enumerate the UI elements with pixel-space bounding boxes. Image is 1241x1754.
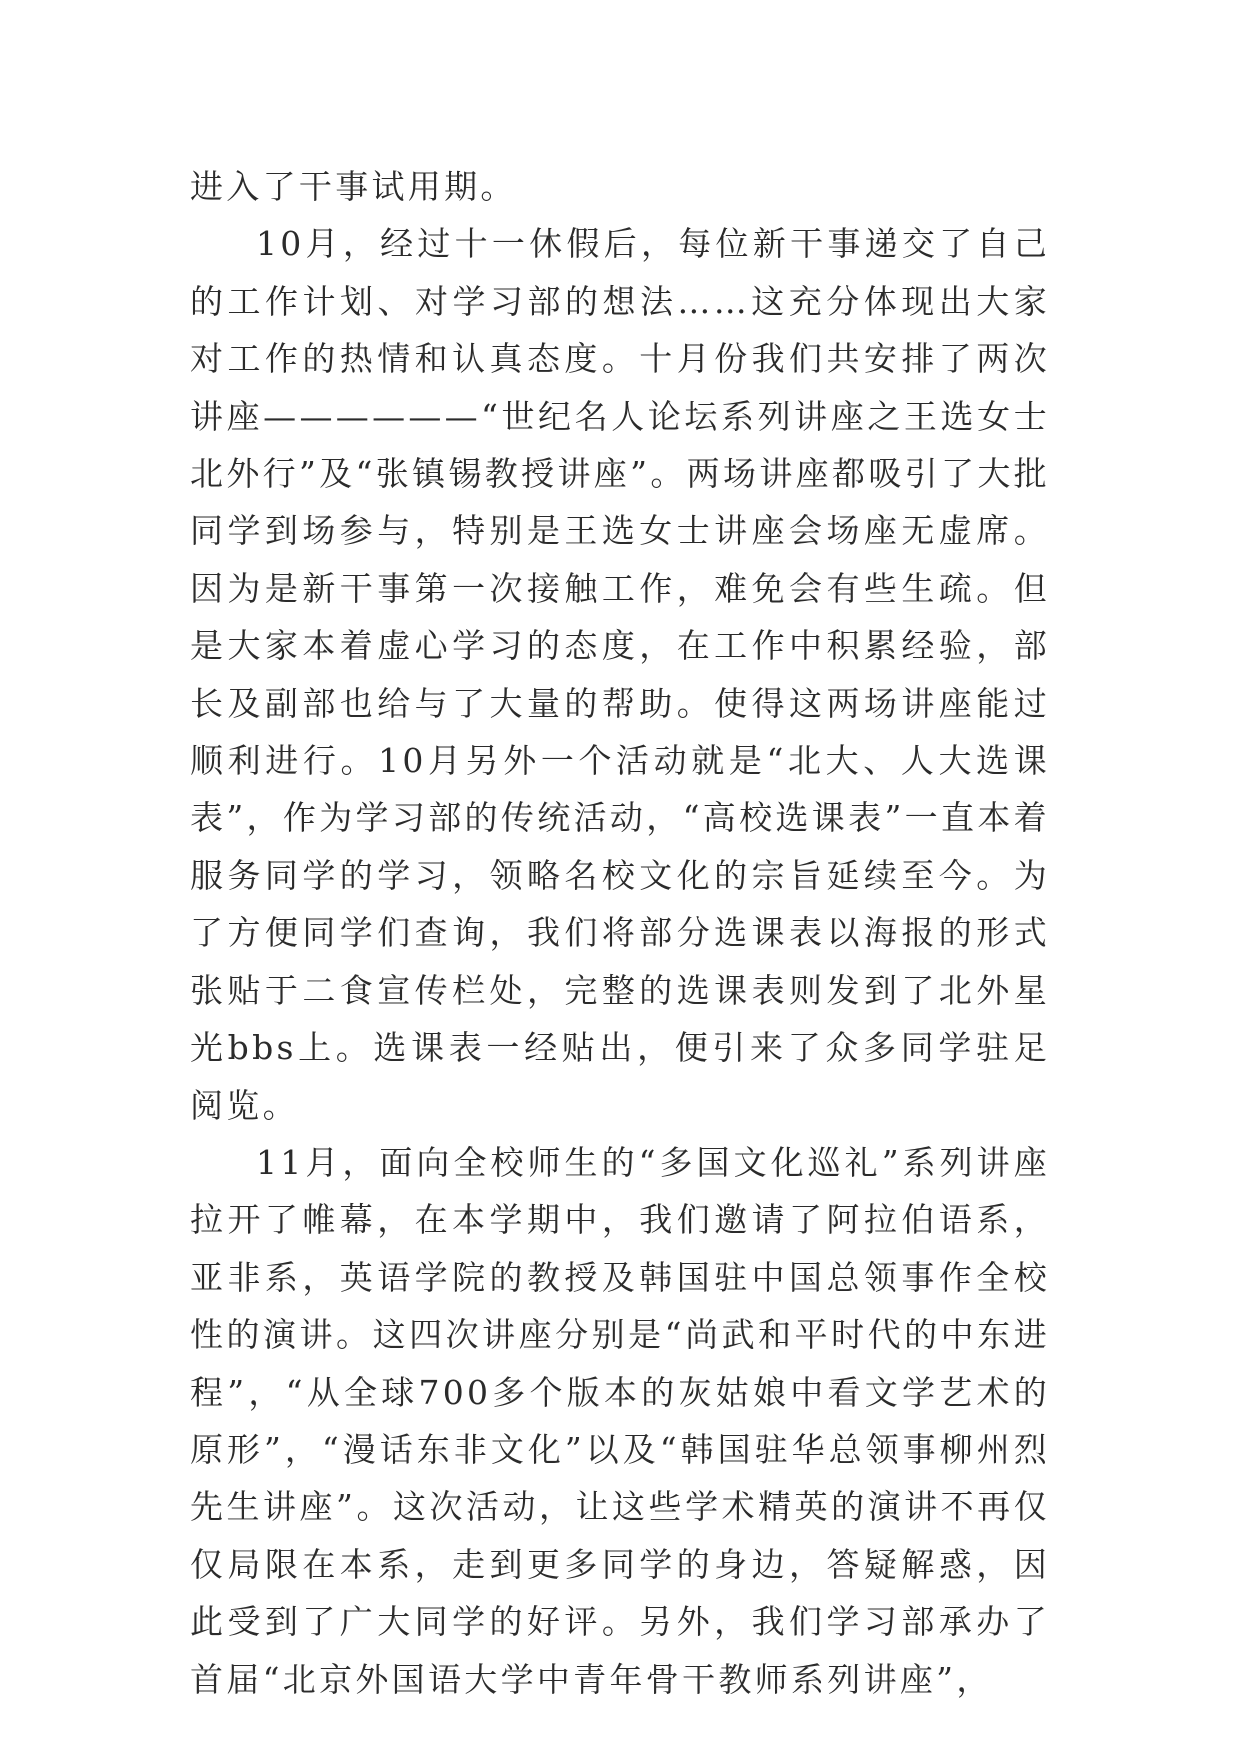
paragraph-2: 10月，经过十一休假后，每位新干事递交了自己的工作计划、对学习部的想法……这充分体现出大家对工作的热情和认真态度。十月份我们共安排了两次讲座——————“世纪名人论坛系列讲座之王选女士北外行”及“张镇锡教授讲座”。两场讲座都吸引了大批同学到场参与，特别是王选女士讲座会场座无虚席。因为是新干事第一次接触工作，难免会有些生疏。但是大家本着虚心学习的态度，在工作中积累经验，部长及副部也给与了大量的帮助。使得这两场讲座能过顺利进行。10月另外一个活动就是“北大、人大选课表”，作为学习部的传统活动，“高校选课表”一直本着服务同学的学习，领略名校文化的宗旨延续至今。为了方便同学们查询，我们将部分选课表以海报的形式张贴于二食宣传栏处，完整的选课表则发到了北外星光bbs上。选课表一经贴出，便引来了众多同学驻足阅览。 (190, 224, 1050, 1125)
document-body (190, 158, 1050, 1708)
paragraph-1: 进入了干事试用期。 (190, 167, 517, 206)
paragraph-3: 11月，面向全校师生的“多国文化巡礼”系列讲座拉开了帷幕，在本学期中，我们邀请了阿拉伯语系，亚非系，英语学院的教授及韩国驻中国总领事作全校性的演讲。这四次讲座分别是“尚武和平时代的中东进程”，“从全球700多个版本的灰姑娘中看文学艺术的原形”，“漫话东非文化”以及“韩国驻华总领事柳州烈先生讲座”。这次活动，让这些学术精英的演讲不再仅仅局限在本系，走到更多同学的身边，答疑解惑，因此受到了广大同学的好评。另外，我们学习部承办了首届“北京外国语大学中青年骨干教师系列讲座”， (190, 1142, 1050, 1699)
